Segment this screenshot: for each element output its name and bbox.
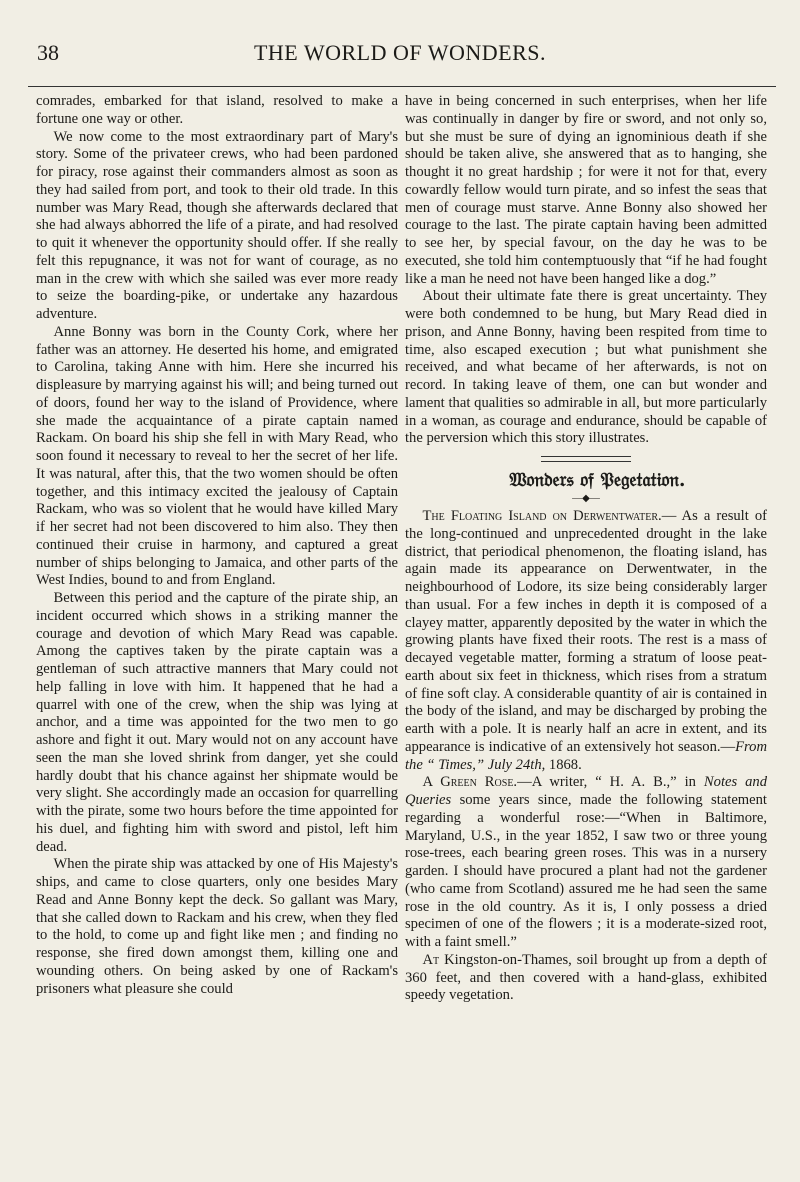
paragraph: have in being concerned in such enterprises, when her life was continually in danger by fire or sword, and not only so, but she must be sure of dying an ignominious death if she should be taken alive, she answered that as to hanging, she thought it no great hardship ; for were it not for that, every cowardly fellow would turn pirate, and so infest the seas that men of courage must starve. Anne Bonny also showed her courage to the last. The pirate captain having been admitted to see her, by special favour, on the day he was to be executed, she told him contemptuously that “if he had fought like a man he need not have been hanged like a dog.” (405, 93, 767, 287)
article-floating-island: The Floating Island on Derwentwater.— As a result of the long-continued and unprecedented drought in the lake district, that periodical phenomenon, the floating island, has again made its appearance on Derwentwater, in the neighbourhood of Lodore, its size being considerably larger than usual. For a few inches in depth it is composed of a clayey matter, apparently deposited by the water in which the growing plants have fixed their roots. The rest is a mass of decayed vegetable matter, forming a stratum of loose peat-earth about six feet in thickness, which rises from a stratum of fine soft clay. A considerable quantity of air is contained in the body of the island, and may be discharged by probing the earth with a pole. It is nearly half an acre in extent, and its appearance is indicative of an extensively hot season.—From the “ Times,” July 24th, 1868. (405, 508, 767, 773)
citation: Notes and Queries (405, 774, 767, 808)
paragraph: Anne Bonny was born in the County Cork, where her father was an attorney. He deserted his home, and emigrated to Carolina, taking Anne with him. Here she incurred his displeasure by marrying against his will; and being turned out of doors, found her way to the island of Providence, where she made the acquaintance of a pirate captain named Rackam. On board his ship she fell in with Mary Read, who soon found it necessary to reveal to her the secret of her life. It was natural, after this, that the two women should be often together, and this intimacy excited the jealousy of Captain Rackam, who was so violent that he would have killed Mary if her secret had not been discovered to him also. They then continued their cruise in harmony, and captured a great number of ships belonging to Jamaica, and other parts of the West Indies, bound to and from England. (36, 323, 398, 589)
citation: From the “ Times,” July 24th, (405, 738, 767, 773)
article-heading: At (422, 951, 440, 968)
ornament: —◆— (572, 493, 600, 504)
left-column (36, 93, 398, 1173)
paragraph: Between this period and the capture of the pirate ship, an incident occurred which shows in a striking manner the courage and devotion of which Mary Read was capable. Among the captives taken by the pirate captain was a gentleman of such attractive manners that Mary could not help falling in love with him. It happened that he had a quarrel with one of the crew, when the ship was lying at anchor, and a time was appointed for the two men to go ashore and fight it out. Mary would not on any account have seen the man she loved shrink from danger, yet she could hardly doubt that his chance against her shipmate would be very slight. She accordingly made an occasion for quarrelling with the pirate, some two hours before the time appointed for his duel, and fighting him with sword and pistol, left him dead. (36, 590, 398, 855)
article-heading: A Green Rose. (422, 774, 518, 791)
paragraph: About their ultimate fate there is great uncertainty. They were both condemned to be hung, but Mary Read died in prison, and Anne Bonny, having been respited from time to time, also escaped execution ; but what punishment she received, and what became of her afterwards, is not on record. In taking leave of them, one can but wonder and lament that qualities so admirable in all, but more particularly in a woman, as courage and endurance, should be capable of the perversion which this story illustrates. (405, 288, 767, 447)
paragraph: We now come to the most extraordinary part of Mary's story. Some of the privateer crews, who had been pardoned for piracy, rose against their commanders almost as soon as they had sailed from port, and took to their old trade. In this number was Mary Read, though she afterwards declared that she had always abhorred the life of a pirate, and had resolved to quit it whenever the opportunity should offer. If she really felt this repugnance, it was not for want of courage, as no man in the crew with which she sailed was ever more ready to seize the boarding-pike, or undertake any hazardous adventure. (36, 128, 398, 322)
paragraph: comrades, embarked for that island, resolved to make a fortune one way or other. (36, 93, 398, 127)
running-title: THE WORLD OF WONDERS. (253, 40, 547, 65)
page-number: 38 (37, 40, 59, 65)
article-kingston: At Kingston-on-Thames, soil brought up from a depth of 360 feet, and then covered with a hand-glass, exhibited speedy vegetation. (405, 951, 767, 1004)
article-heading: The Floating Island on Derwentwater. (422, 508, 662, 524)
page-header (0, 38, 800, 82)
paragraph: When the pirate ship was attacked by one of His Majesty's ships, and came to close quarters, only one besides Mary Read and Anne Bonny kept the deck. So gallant was Mary, that she called down to Rackam and his crew, when they fled to the hold, to come up and fight like men ; and finding no response, she fired down amongst them, killing one and wounding others. On being asked by one of Rackam's prisoners what pleasure she could (36, 856, 398, 997)
section-heading: 𝔚𝔬𝔫𝔡𝔢𝔯𝔰 𝔬𝔣 𝔓𝔢𝔤𝔢𝔱𝔞𝔱𝔦𝔬𝔫. (509, 469, 686, 491)
article-green-rose: A Green Rose.—A writer, “ H. A. B.,” in Notes and Queries some years since, made the following statement regarding a wonderful rose:—“When in Baltimore, Maryland, U.S., in the year 1852, I saw two or three young rose-trees, each bearing green roses. This was in a nursery garden. I should have procured a plant had not the gardener (who came from Scotland) assured me he had seen the same rose in the old country. As it is, I only possess a dried specimen of one of the flowers ; it is a moderate-sized root, with a faint smell.” (405, 774, 767, 950)
right-column (405, 93, 767, 1173)
header-rule (28, 86, 776, 87)
section-divider (541, 456, 631, 462)
